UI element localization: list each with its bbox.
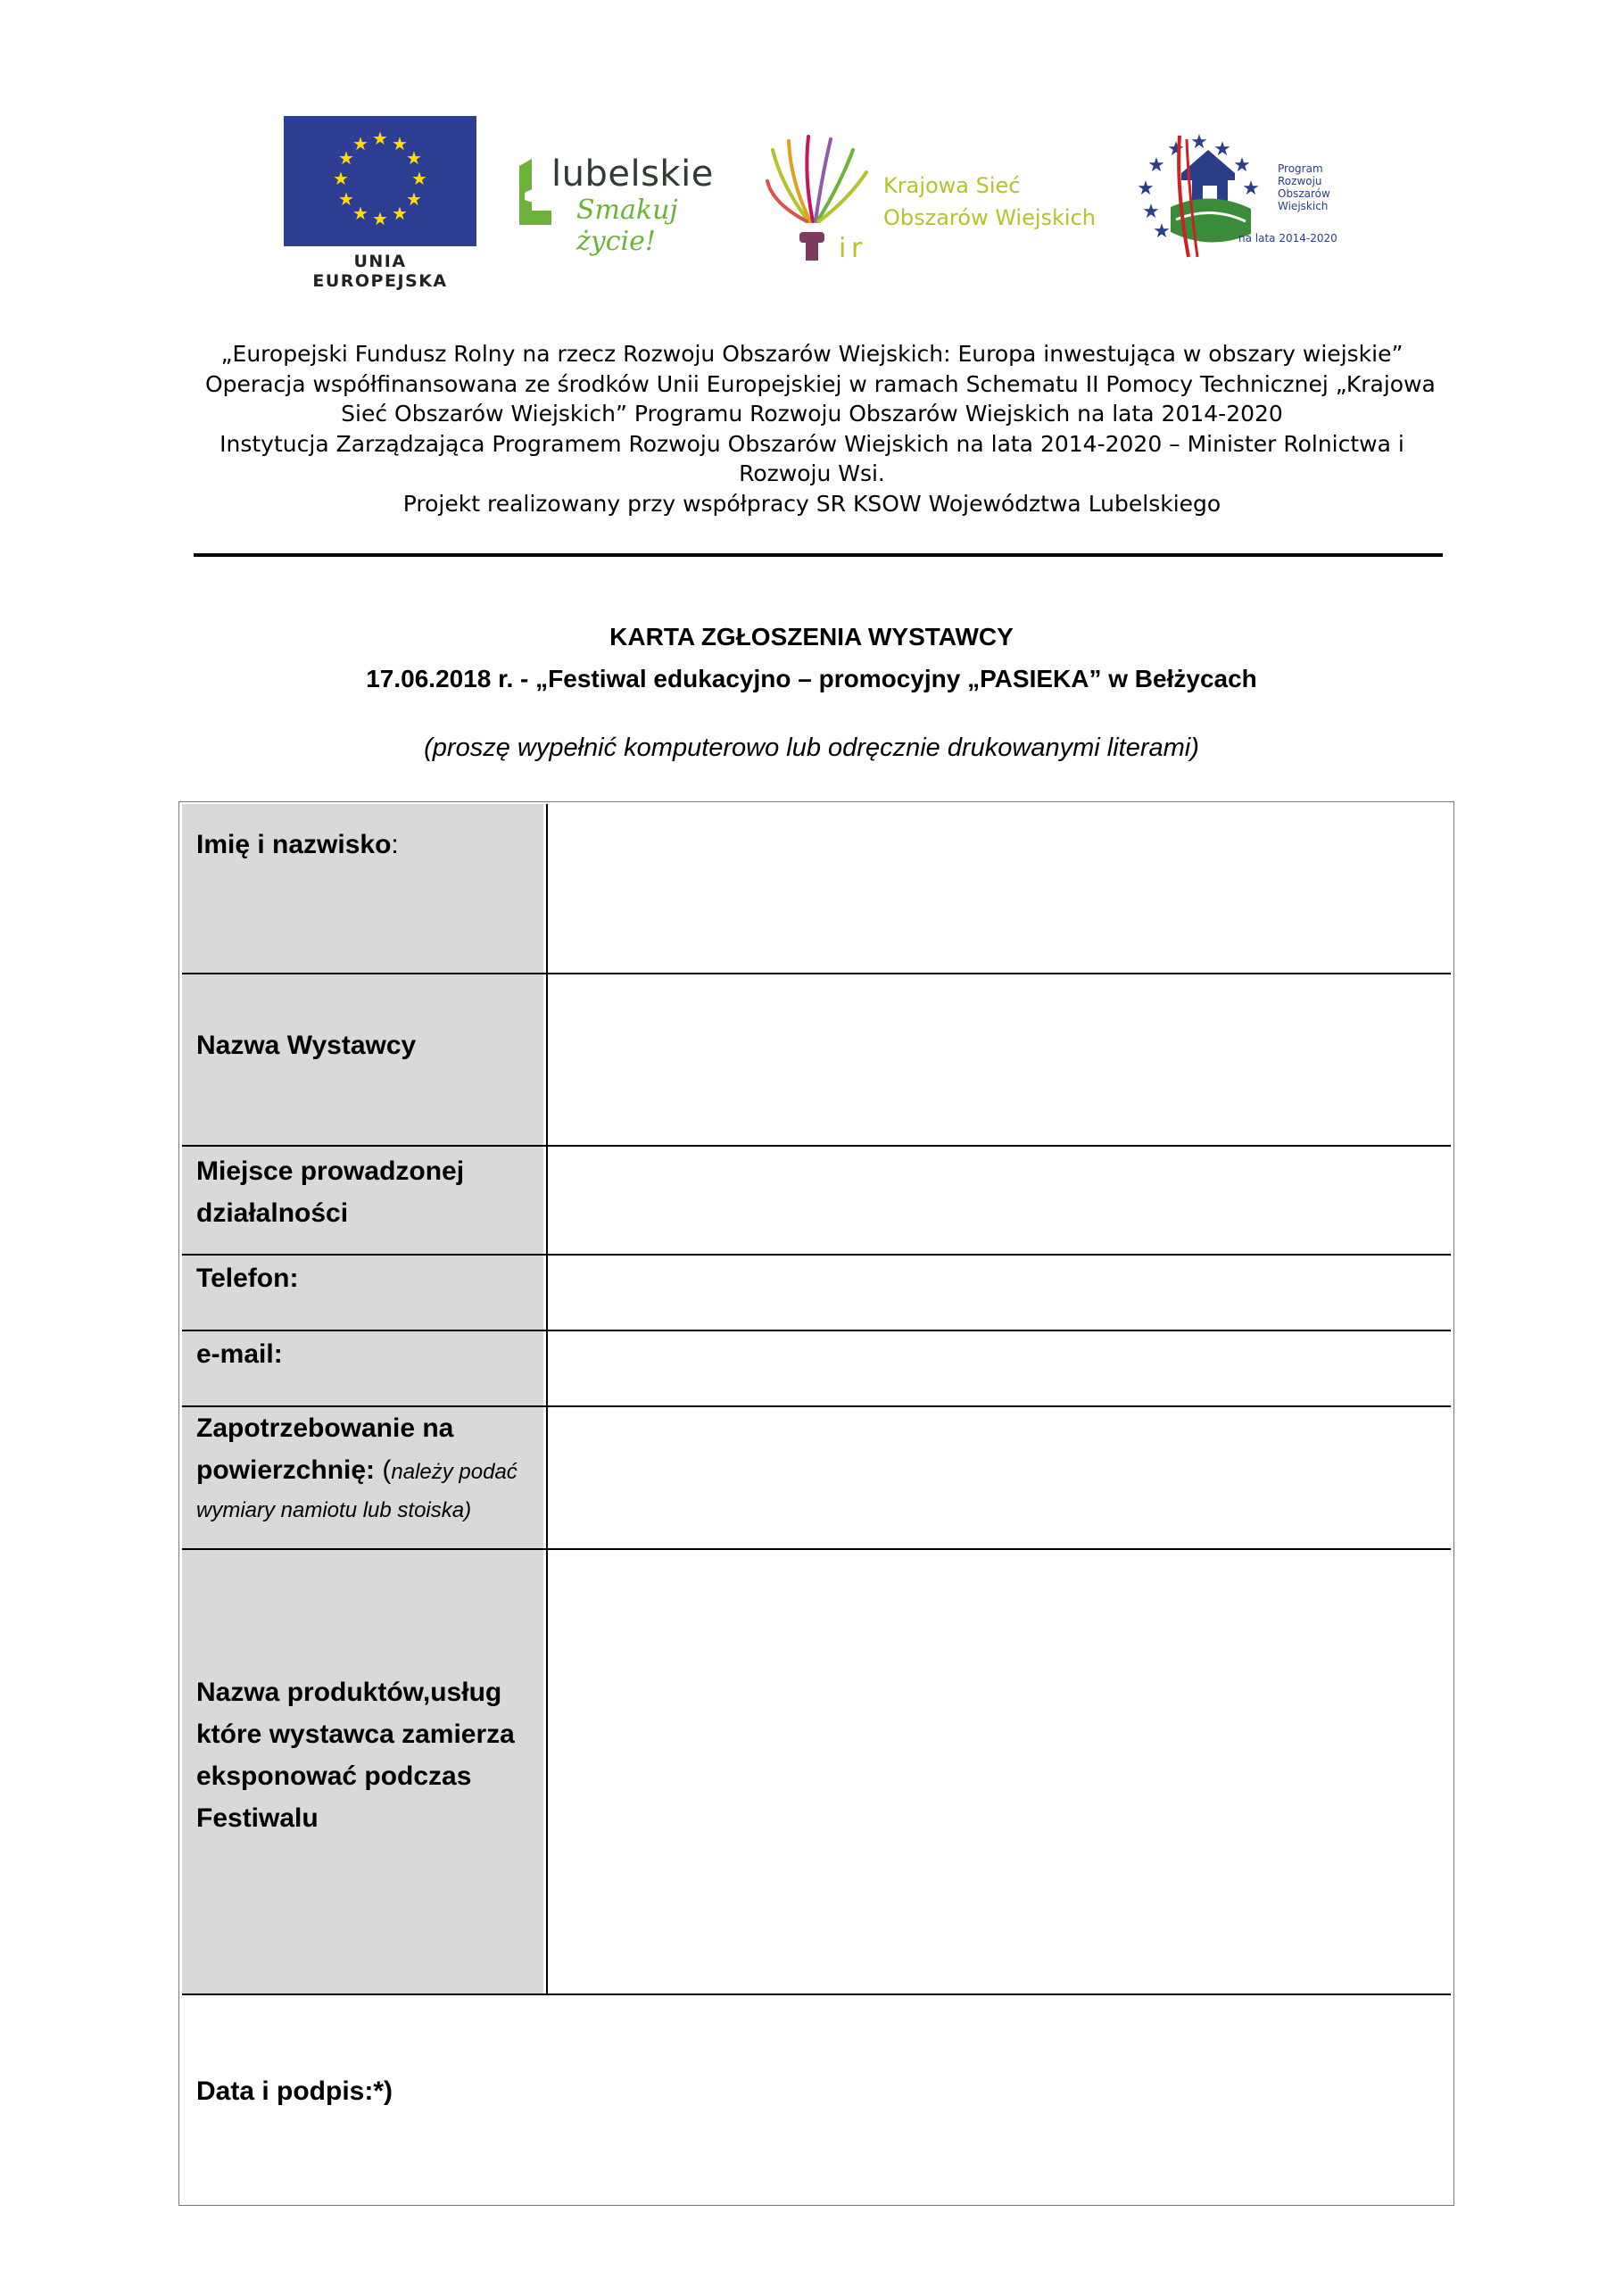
application-form xyxy=(178,801,1454,2206)
form-row-products xyxy=(182,1550,1451,1993)
svg-text:★: ★ xyxy=(1242,178,1260,200)
svg-text:★: ★ xyxy=(406,147,422,169)
lubelskie-slogan: Smakuj życie! xyxy=(576,195,678,257)
prow-logo xyxy=(1126,127,1349,261)
phone-label: Telefon: xyxy=(182,1256,543,1330)
eu-flag-icon xyxy=(284,116,476,246)
ksow-line-2: Obszarów Wiejskich xyxy=(883,205,1096,230)
name-input-cell[interactable] xyxy=(546,804,1451,973)
svg-text:r: r xyxy=(851,233,863,261)
ksow-line-1: Krajowa Sieć xyxy=(883,173,1021,198)
eu-logo xyxy=(284,116,476,291)
funding-line: Instytucja Zarządzająca Programem Rozwoju Obszarów Wiejskich na lata 2014-2020 – Minister Rolnictwa i xyxy=(219,430,1404,457)
form-row-signature xyxy=(182,1995,1451,2202)
svg-text:★: ★ xyxy=(352,203,368,224)
svg-text:★: ★ xyxy=(372,208,388,229)
svg-text:★: ★ xyxy=(1153,220,1171,243)
form-row-name xyxy=(182,804,1451,973)
funding-notice xyxy=(205,339,1436,518)
email-label: e-mail: xyxy=(182,1331,543,1405)
form-row-exhibitor xyxy=(182,974,1451,1145)
funding-line: Rozwoju Wsi. xyxy=(739,460,885,486)
funding-line: Projekt realizowany przy współpracy SR KSOW Województwa Lubelskiego xyxy=(402,490,1221,517)
area-input-cell[interactable] xyxy=(546,1407,1451,1548)
svg-text:★: ★ xyxy=(1167,138,1185,161)
svg-text:★: ★ xyxy=(392,203,408,224)
form-row-place xyxy=(182,1147,1451,1254)
svg-text:★: ★ xyxy=(1137,178,1155,200)
fill-instruction: (proszę wypełnić komputerowo lub odręcznie drukowanymi literami) xyxy=(424,734,1199,762)
place-label: Miejsce prowadzonej działalności xyxy=(182,1147,543,1254)
form-row-phone xyxy=(182,1256,1451,1330)
svg-text:★: ★ xyxy=(372,128,388,149)
name-label: Imię i nazwisko: xyxy=(182,804,543,973)
svg-text:★: ★ xyxy=(411,168,427,189)
svg-text:★: ★ xyxy=(1233,154,1251,177)
prow-text: Program Rozwoju Obszarów Wiejskich xyxy=(1278,162,1330,212)
header-divider xyxy=(194,553,1443,557)
prow-years: na lata 2014-2020 xyxy=(1238,232,1337,245)
exhibitor-label: Nazwa Wystawcy xyxy=(182,974,543,1145)
phone-input-cell[interactable] xyxy=(546,1256,1451,1330)
funding-line: Sieć Obszarów Wiejskich” Programu Rozwoju Obszarów Wiejskich na lata 2014-2020 xyxy=(341,401,1283,427)
form-row-area xyxy=(182,1407,1451,1548)
place-input-cell[interactable] xyxy=(546,1147,1451,1254)
svg-text:★: ★ xyxy=(352,133,368,154)
funding-line: „Europejski Fundusz Rolny na rzecz Rozwoju Obszarów Wiejskich: Europa inwestująca w obszary wiejskie” xyxy=(220,341,1404,367)
svg-text:★: ★ xyxy=(1213,138,1231,161)
svg-text:★: ★ xyxy=(333,168,349,189)
svg-text:★: ★ xyxy=(1147,154,1165,177)
form-subtitle: 17.06.2018 r. - „Festiwal edukacyjno – promocyjny „PASIEKA” w Bełżycach xyxy=(366,665,1257,692)
area-label: Zapotrzebowanie na powierzchnię: (należy podać wymiary namiotu lub stoiska) xyxy=(182,1407,543,1548)
svg-text:★: ★ xyxy=(1142,201,1160,223)
svg-text:★: ★ xyxy=(1190,131,1208,153)
ksow-emblem-icon xyxy=(764,132,875,261)
svg-text:i: i xyxy=(839,233,847,261)
form-title: KARTA ZGŁOSZENIA WYSTAWCY xyxy=(609,623,1014,651)
svg-text:★: ★ xyxy=(338,147,354,169)
svg-text:★: ★ xyxy=(406,188,422,210)
exhibitor-input-cell[interactable] xyxy=(546,974,1451,1145)
form-row-email xyxy=(182,1331,1451,1405)
svg-text:★: ★ xyxy=(338,188,354,210)
lubelskie-logo xyxy=(512,150,717,257)
leaf-l-icon xyxy=(512,157,557,237)
signature-label[interactable]: Data i podpis:*) xyxy=(182,1995,1451,2202)
eu-label: UNIA EUROPEJSKA xyxy=(312,252,448,291)
email-input-cell[interactable] xyxy=(546,1331,1451,1405)
ksow-logo xyxy=(764,132,1121,261)
lubelskie-word: lubelskie xyxy=(551,153,714,195)
svg-text:★: ★ xyxy=(392,133,408,154)
products-label: Nazwa produktów,usług które wystawca zamierza eksponować podczas Festiwalu xyxy=(182,1550,543,1993)
funding-line: Operacja współfinansowana ze środków Unii Europejskiej w ramach Schematu II Pomocy Technicznej „Krajowa xyxy=(205,370,1436,397)
products-input-cell[interactable] xyxy=(546,1550,1451,1993)
logo-bar xyxy=(0,114,1623,291)
